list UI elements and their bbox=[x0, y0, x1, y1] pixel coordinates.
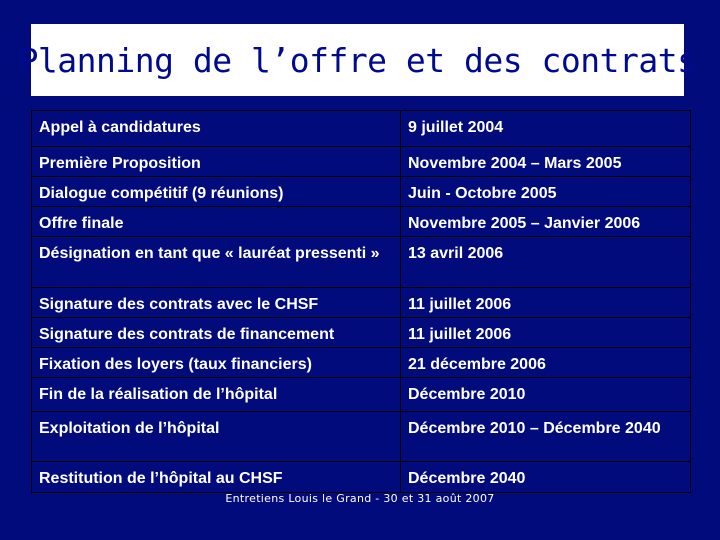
table-row bbox=[32, 288, 691, 318]
step-cell: Appel à candidatures bbox=[32, 111, 401, 147]
step-cell: Dialogue compétitif (9 réunions) bbox=[32, 177, 401, 207]
title-box bbox=[18, 24, 697, 96]
step-cell: Fixation des loyers (taux financiers) bbox=[32, 348, 401, 378]
step-cell: Restitution de l’hôpital au CHSF bbox=[32, 462, 401, 493]
table-row bbox=[32, 378, 691, 412]
schedule-table bbox=[31, 110, 691, 493]
date-cell: Novembre 2005 – Janvier 2006 bbox=[401, 207, 691, 237]
date-cell: Décembre 2010 bbox=[401, 378, 691, 412]
date-cell: 11 juillet 2006 bbox=[401, 288, 691, 318]
step-cell: Exploitation de l’hôpital bbox=[32, 412, 401, 462]
table-row bbox=[32, 111, 691, 147]
slide-title: Planning de l’offre et des contrats bbox=[18, 40, 697, 80]
table-row bbox=[32, 412, 691, 462]
step-cell: Désignation en tant que « lauréat pressenti » bbox=[32, 237, 401, 288]
date-cell: 9 juillet 2004 bbox=[401, 111, 691, 147]
date-cell: Décembre 2040 bbox=[401, 462, 691, 493]
date-cell: 21 décembre 2006 bbox=[401, 348, 691, 378]
date-cell: Juin - Octobre 2005 bbox=[401, 177, 691, 207]
date-cell: Décembre 2010 – Décembre 2040 bbox=[401, 412, 691, 462]
step-cell: Signature des contrats de financement bbox=[32, 318, 401, 348]
step-cell: Signature des contrats avec le CHSF bbox=[32, 288, 401, 318]
table-row bbox=[32, 177, 691, 207]
table-row bbox=[32, 237, 691, 288]
date-cell: 13 avril 2006 bbox=[401, 237, 691, 288]
step-cell: Offre finale bbox=[32, 207, 401, 237]
step-cell: Fin de la réalisation de l’hôpital bbox=[32, 378, 401, 412]
date-cell: Novembre 2004 – Mars 2005 bbox=[401, 147, 691, 177]
date-cell: 11 juillet 2006 bbox=[401, 318, 691, 348]
footer-text: Entretiens Louis le Grand - 30 et 31 août 2007 bbox=[225, 492, 495, 505]
table-row bbox=[32, 147, 691, 177]
table-row bbox=[32, 348, 691, 378]
table-row bbox=[32, 318, 691, 348]
step-cell: Première Proposition bbox=[32, 147, 401, 177]
table-row bbox=[32, 462, 691, 493]
table-row bbox=[32, 207, 691, 237]
